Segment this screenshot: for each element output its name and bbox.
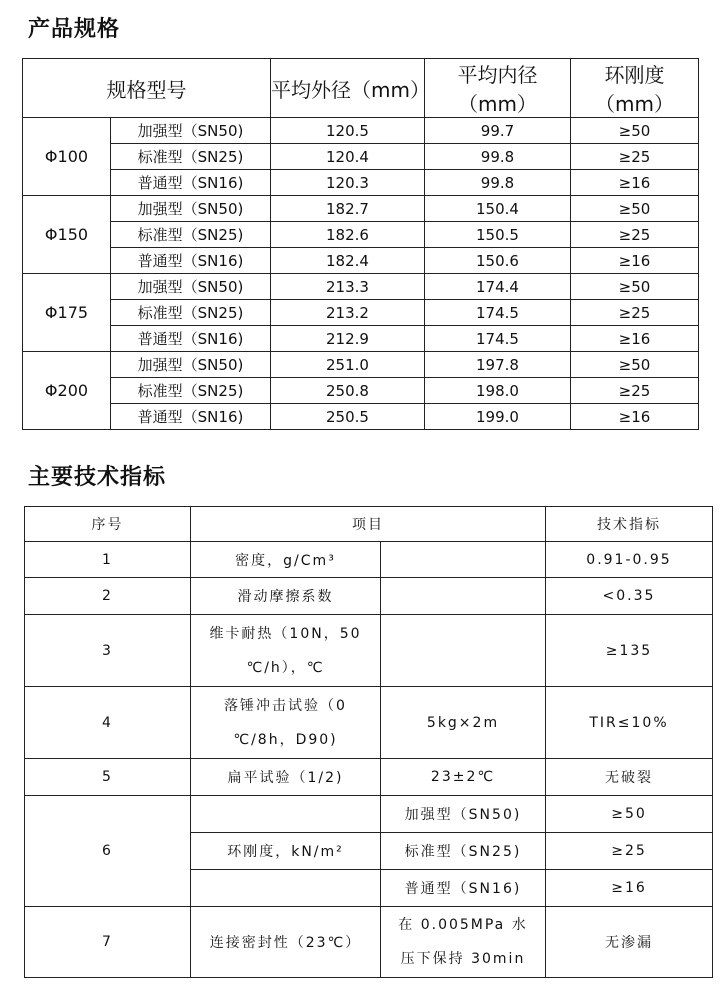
tech-index-cell: 2 [25,578,191,615]
spec-header-stiffness: 环刚度（mm） [571,59,699,118]
spec-outer-cell: 120.4 [271,144,425,170]
spec-outer-cell: 251.0 [271,352,425,378]
spec-type-cell: 标准型（SN25) [111,378,271,404]
spec-inner-cell: 150.6 [425,248,571,274]
spec-row [23,300,699,326]
spec-inner-cell: 174.5 [425,326,571,352]
tech-condition-cell [381,907,546,978]
spec-outer-cell: 250.8 [271,378,425,404]
spec-outer-cell: 212.9 [271,326,425,352]
tech-value-cell: ≥16 [546,870,713,907]
spec-size-cell: Φ175 [23,274,111,352]
spec-type-cell: 加强型（SN50) [111,118,271,144]
tech-condition-cell: 5kg×2m [381,687,546,759]
spec-type-cell: 普通型（SN16) [111,326,271,352]
tech-index-cell: 3 [25,615,191,687]
spec-stiffness-cell: ≥50 [571,118,699,144]
spec-inner-cell: 99.7 [425,118,571,144]
tech-condition-cell [381,542,546,578]
spec-type-cell: 普通型（SN16) [111,170,271,196]
spec-type-cell: 普通型（SN16) [111,404,271,430]
spec-row [23,326,699,352]
spec-type-cell: 标准型（SN25) [111,300,271,326]
spec-row [23,222,699,248]
spec-row [23,352,699,378]
spec-section-title: 产品规格 [28,17,121,42]
spec-size-cell: Φ100 [23,118,111,196]
tech-value-cell: ≥135 [546,615,713,687]
tech-value-cell: 无破裂 [546,759,713,796]
spec-row [23,274,699,300]
tech-header-item: 项目 [191,507,546,542]
tech-header-indicator: 技术指标 [546,507,713,542]
spec-size-cell: Φ150 [23,196,111,274]
spec-stiffness-cell: ≥25 [571,144,699,170]
spec-stiffness-cell: ≥16 [571,326,699,352]
spec-stiffness-cell: ≥50 [571,352,699,378]
spec-inner-cell: 174.4 [425,274,571,300]
tech-item-cell [191,796,381,833]
tech-index-cell: 5 [25,759,191,796]
spec-inner-cell: 150.4 [425,196,571,222]
tech-condition-line: 压下保持 30min [400,951,526,967]
tech-item-cell [191,870,381,907]
spec-stiffness-cell: ≥50 [571,196,699,222]
spec-header-model: 规格型号 [23,59,271,118]
spec-inner-cell: 199.0 [425,404,571,430]
spec-inner-cell: 99.8 [425,144,571,170]
tech-item-line: 维卡耐热（10N，50 [209,625,362,642]
spec-type-cell: 标准型（SN25) [111,144,271,170]
tech-value-cell: <0.35 [546,578,713,615]
spec-outer-cell: 120.5 [271,118,425,144]
tech-condition-cell: 标准型（SN25) [381,833,546,870]
spec-stiffness-cell: ≥16 [571,248,699,274]
spec-inner-cell: 198.0 [425,378,571,404]
tech-row [25,759,713,796]
tech-row [25,907,713,978]
spec-outer-cell: 250.5 [271,404,425,430]
spec-table [22,58,699,430]
tech-item-cell: 扁平试验（1/2) [191,759,381,796]
spec-stiffness-cell: ≥16 [571,404,699,430]
spec-type-cell: 加强型（SN50) [111,274,271,300]
tech-value-cell: 0.91-0.95 [546,542,713,578]
spec-row [23,170,699,196]
spec-inner-cell: 174.5 [425,300,571,326]
tech-row [25,542,713,578]
spec-type-cell: 普通型（SN16) [111,248,271,274]
tech-index-cell: 1 [25,542,191,578]
tech-index-cell: 4 [25,687,191,759]
spec-header-row [23,59,699,118]
spec-stiffness-cell: ≥16 [571,170,699,196]
tech-item-line: ℃/h），℃ [246,659,325,676]
tech-value-cell: ≥50 [546,796,713,833]
tech-condition-cell: 普通型（SN16) [381,870,546,907]
tech-item-cell: 环刚度，kN/m² [191,833,381,870]
spec-stiffness-cell: ≥25 [571,300,699,326]
spec-stiffness-cell: ≥25 [571,378,699,404]
spec-outer-cell: 182.4 [271,248,425,274]
tech-condition-cell: 23±2℃ [381,759,546,796]
tech-header-row [25,507,713,542]
spec-outer-cell: 120.3 [271,170,425,196]
tech-index-cell: 7 [25,907,191,978]
tech-section-title: 主要技术指标 [28,465,167,490]
tech-row [25,796,713,833]
spec-inner-cell: 197.8 [425,352,571,378]
tech-value-cell: ≥25 [546,833,713,870]
spec-row [23,118,699,144]
spec-outer-cell: 213.3 [271,274,425,300]
spec-type-cell: 加强型（SN50) [111,352,271,378]
tech-item-cell: 滑动摩擦系数 [191,578,381,615]
spec-outer-cell: 182.7 [271,196,425,222]
spec-row [23,196,699,222]
tech-condition-line: 在 0.005MPa 水 [398,917,528,933]
spec-stiffness-cell: ≥50 [571,274,699,300]
tech-row [25,615,713,687]
spec-type-cell: 标准型（SN25) [111,222,271,248]
spec-outer-cell: 182.6 [271,222,425,248]
spec-row [23,378,699,404]
tech-item-line: ℃/8h，D90) [233,731,338,748]
spec-row [23,248,699,274]
spec-header-inner: 平均内径（mm） [425,59,571,118]
spec-row [23,404,699,430]
tech-value-cell: TIR≤10% [546,687,713,759]
tech-row [25,578,713,615]
tech-condition-cell: 加强型（SN50) [381,796,546,833]
tech-condition-cell [381,578,546,615]
tech-value-cell: 无渗漏 [546,907,713,978]
spec-header-outer: 平均外径（mm） [271,59,425,118]
tech-condition-cell [381,615,546,687]
tech-item-cell: 密度，g/Cm³ [191,542,381,578]
spec-stiffness-cell: ≥25 [571,222,699,248]
spec-row [23,144,699,170]
tech-item-cell [191,615,381,687]
spec-inner-cell: 150.5 [425,222,571,248]
tech-header-index: 序号 [25,507,191,542]
tech-item-cell [191,687,381,759]
tech-row [25,687,713,759]
spec-outer-cell: 213.2 [271,300,425,326]
tech-table [24,506,713,978]
tech-index-cell: 6 [25,796,191,907]
spec-size-cell: Φ200 [23,352,111,430]
tech-item-line: 落锤冲击试验（0 [224,697,347,714]
tech-item-cell: 连接密封性（23℃） [191,907,381,978]
spec-inner-cell: 99.8 [425,170,571,196]
spec-type-cell: 加强型（SN50) [111,196,271,222]
